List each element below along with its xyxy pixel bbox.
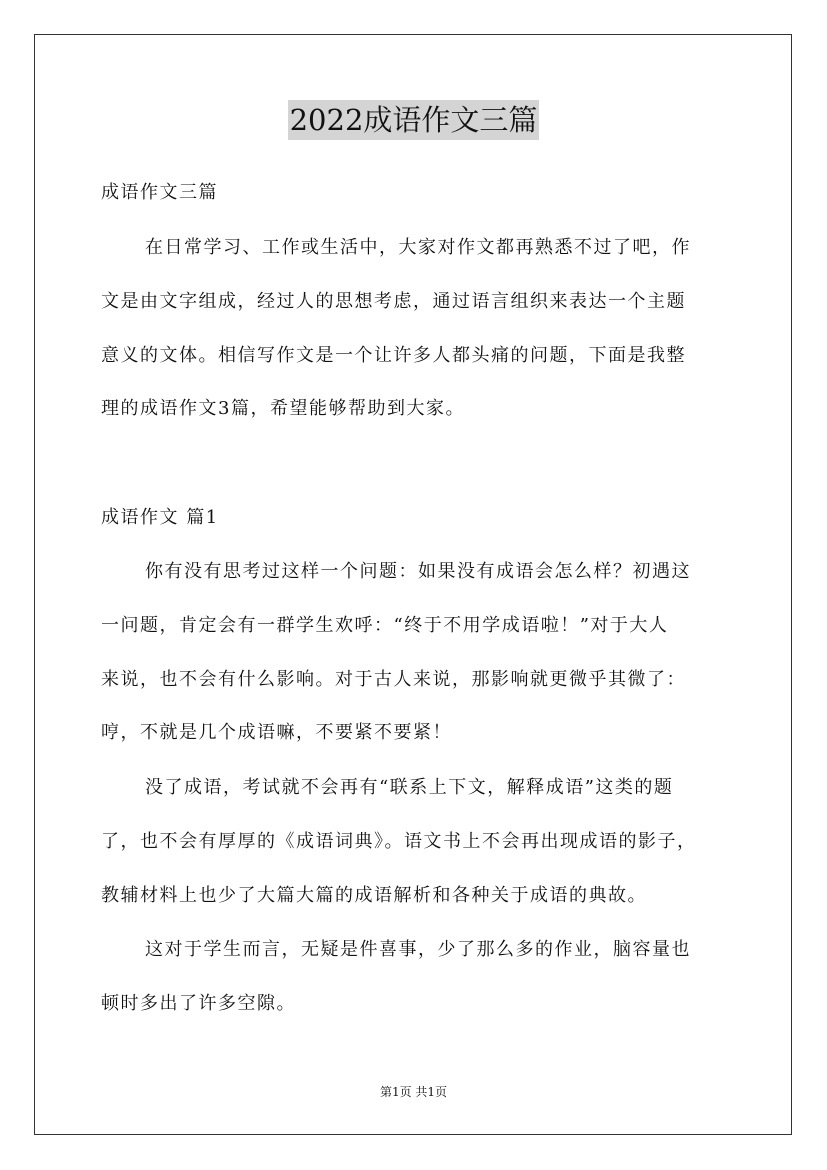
intro-line: 文是由文字组成，经过人的思想考虑，通过语言组织来表达一个主题: [101, 291, 686, 312]
paragraph2-line: 没了成语，考试就不会再有“联系上下文，解释成语”这类的题: [145, 777, 674, 798]
paragraph1-line: 哼，不就是几个成语嘛，不要紧不要紧！: [101, 722, 452, 743]
title-container: [0, 100, 827, 140]
intro-line: 在日常学习、工作或生活中，大家对作文都再熟悉不过了吧，作: [145, 237, 691, 258]
document-heading: 成语作文三篇: [101, 182, 218, 203]
document-title: 2022成语作文三篇: [288, 100, 540, 140]
paragraph2-line: 教辅材料上也少了大篇大篇的成语解析和各种关于成语的典故。: [101, 885, 647, 906]
paragraph2-line: 了，也不会有厚厚的《成语词典》。语文书上不会再出现成语的影子，: [101, 831, 697, 852]
intro-line: 理的成语作文3篇，希望能够帮助到大家。: [101, 398, 465, 419]
section-heading: 成语作文 篇1: [101, 507, 219, 528]
paragraph1-line: 一问题，肯定会有一群学生欢呼：“终于不用学成语啦！”对于大人: [101, 615, 669, 636]
paragraph1-line: 你有没有思考过这样一个问题：如果没有成语会怎么样？初遇这: [145, 561, 691, 582]
paragraph1-line: 来说，也不会有什么影响。对于古人来说，那影响就更微乎其微了：: [101, 669, 686, 690]
intro-line: 意义的文体。相信写作文是一个让许多人都头痛的问题，下面是我整: [101, 345, 686, 366]
paragraph3-line: 顿时多出了许多空隙。: [101, 993, 296, 1014]
paragraph3-line: 这对于学生而言，无疑是件喜事，少了那么多的作业，脑容量也: [145, 939, 691, 960]
page-footer: 第1页 共1页: [379, 1085, 448, 1099]
